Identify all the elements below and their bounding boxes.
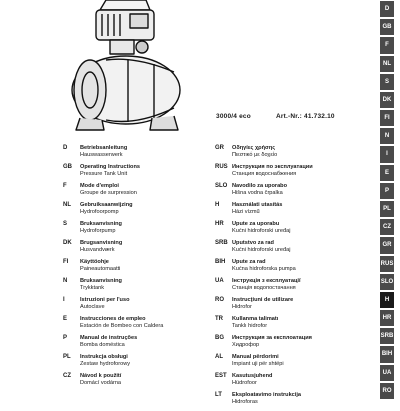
product-name: Paineautomaatti: [80, 266, 121, 272]
language-entry: [215, 164, 347, 183]
language-entry: [63, 183, 213, 202]
language-code: CZ: [63, 373, 71, 379]
product-name: Tanklı hidrofor: [232, 323, 268, 329]
language-code: UA: [215, 278, 224, 284]
manual-title: Οδηγίες χρήσης: [232, 145, 276, 151]
product-name: Πιεστικό με δοχείο: [232, 152, 278, 158]
manual-title: Kasutusjuhend: [232, 373, 273, 379]
product-name: Trykktank: [80, 285, 105, 291]
product-name: Hišna vodna črpalka: [232, 190, 283, 196]
language-entry: [215, 183, 347, 202]
language-code: I: [63, 297, 65, 303]
language-code: PL: [63, 354, 71, 360]
pump-illustration: [66, 0, 186, 132]
language-entry: [63, 259, 213, 278]
language-tab[interactable]: RUS: [380, 256, 394, 272]
language-code: NL: [63, 202, 71, 208]
language-code: GR: [215, 145, 224, 151]
language-tab[interactable]: P: [380, 183, 394, 199]
language-entry: [215, 240, 347, 259]
product-name: Станция водоснабжения: [232, 171, 297, 177]
product-name: Autoclave: [80, 304, 105, 310]
language-code: F: [63, 183, 67, 189]
manual-title: Instrucţiuni de utilizare: [232, 297, 294, 303]
product-name: Husvandværk: [80, 247, 115, 253]
manual-title: Használati utasítás: [232, 202, 283, 208]
language-code: HR: [215, 221, 224, 227]
language-tab[interactable]: GB: [380, 19, 394, 35]
manual-title: Gebruiksaanwijzing: [80, 202, 133, 208]
model-name: 3000/4 eco: [216, 113, 251, 120]
manual-title: Instrukcja obsługi: [80, 354, 128, 360]
language-list-left: [63, 145, 213, 392]
product-name: Domácí vodárna: [80, 380, 122, 386]
language-code: BIH: [215, 259, 226, 265]
language-tab[interactable]: I: [380, 146, 394, 162]
manual-title: Kullanma talimatı: [232, 316, 279, 322]
manual-title: Bruksanvisning: [80, 278, 122, 284]
manual-title: Manual de instruções: [80, 335, 138, 341]
language-tab[interactable]: E: [380, 165, 394, 181]
language-code: DK: [63, 240, 72, 246]
manual-title: Betriebsanleitung: [80, 145, 128, 151]
manual-title: Инструкция по эксплуатации: [232, 164, 313, 170]
product-name: Станція водопостачання: [232, 285, 296, 291]
language-tab-strip: [380, 0, 394, 400]
language-tab[interactable]: DK: [380, 92, 394, 108]
manual-title: Käyttöohje: [80, 259, 109, 265]
language-entry: [215, 392, 347, 411]
language-entry: [215, 221, 347, 240]
language-tab[interactable]: S: [380, 74, 394, 90]
language-code: AL: [215, 354, 223, 360]
manual-title: Istruzioni per l'uso: [80, 297, 130, 303]
language-tab[interactable]: CZ: [380, 219, 394, 235]
product-name: Hauswasserwerk: [80, 152, 123, 158]
language-entry: [63, 373, 213, 392]
manual-title: Navodilo za uporabo: [232, 183, 288, 189]
product-name: Bomba doméstica: [80, 342, 125, 348]
product-name: Pressure Tank Unit: [80, 171, 128, 177]
product-name: Hydroforpump: [80, 228, 116, 234]
language-entry: [215, 202, 347, 221]
product-name: Hydrofoorpomp: [80, 209, 119, 215]
language-entry: [63, 145, 213, 164]
language-code: N: [63, 278, 68, 284]
product-name: Хидрофор: [232, 342, 260, 348]
language-code: BG: [215, 335, 224, 341]
manual-title: Instrucciones de empleo: [80, 316, 146, 322]
product-name: Estación de Bombeo con Caldera: [80, 323, 164, 329]
manual-title: Manual përdorimi: [232, 354, 279, 360]
language-entry: [215, 373, 347, 392]
manual-title: Mode d'emploi: [80, 183, 119, 189]
manual-title: Upute za rad: [232, 259, 266, 265]
language-tab[interactable]: FI: [380, 110, 394, 126]
language-entry: [215, 145, 347, 164]
language-tab[interactable]: BIH: [380, 346, 394, 362]
language-entry: [63, 164, 213, 183]
language-entry: [215, 316, 347, 335]
product-name: Hüdrofoor: [232, 380, 257, 386]
product-name: Zestaw hydroforowy: [80, 361, 131, 367]
language-tab[interactable]: RO: [380, 383, 394, 399]
language-entry: [215, 297, 347, 316]
manual-title: Návod k použití: [80, 373, 122, 379]
manual-title: Eksploatavimo instrukcija: [232, 392, 302, 398]
language-code: LT: [215, 392, 222, 398]
language-entry: [63, 202, 213, 221]
language-code: SRB: [215, 240, 228, 246]
language-tab[interactable]: UA: [380, 365, 394, 381]
language-tab[interactable]: D: [380, 1, 394, 17]
product-name: Groupe de surpression: [80, 190, 137, 196]
language-entry: [215, 335, 347, 354]
manual-title: Інструкція з експлуатації: [232, 278, 301, 284]
language-code: RO: [215, 297, 224, 303]
manual-title: Bruksanvisning: [80, 221, 122, 227]
language-tab[interactable]: GR: [380, 237, 394, 253]
language-tab[interactable]: SRB: [380, 328, 394, 344]
language-tab[interactable]: F: [380, 37, 394, 53]
language-tab[interactable]: PL: [380, 201, 394, 217]
manual-title: Operating Instructions: [80, 164, 140, 170]
language-entry: [63, 354, 213, 373]
language-code: EST: [215, 373, 227, 379]
language-code: P: [63, 335, 68, 341]
manual-title: Upute za uporabu: [232, 221, 280, 227]
language-entry: [215, 354, 347, 373]
product-name: Hidrofor: [232, 304, 252, 310]
language-code: S: [63, 221, 68, 227]
language-code: TR: [215, 316, 223, 322]
language-entry: [215, 278, 347, 297]
language-code: SLO: [215, 183, 228, 189]
manual-title: Инструкция за експлоатация: [232, 335, 312, 341]
language-code: H: [215, 202, 220, 208]
language-tab[interactable]: N: [380, 128, 394, 144]
article-number: Art.-Nr.: 41.732.10: [276, 113, 335, 120]
product-name: Kućna hidroforska pumpa: [232, 266, 296, 272]
product-name: Kućni hidroforski uređaj: [232, 247, 291, 253]
language-entry: [215, 259, 347, 278]
language-tab[interactable]: SLO: [380, 274, 394, 290]
manual-title: Brugsanvisning: [80, 240, 123, 246]
language-tab[interactable]: H: [380, 292, 394, 308]
language-tab[interactable]: NL: [380, 56, 394, 72]
language-entry: [63, 335, 213, 354]
language-code: GB: [63, 164, 72, 170]
language-entry: [63, 316, 213, 335]
language-entry: [63, 221, 213, 240]
language-entry: [63, 297, 213, 316]
language-list-right: [215, 145, 347, 411]
product-name: Kućni hidroforski uređaj: [232, 228, 291, 234]
product-name: Hidroforas: [232, 399, 258, 405]
language-tab[interactable]: HR: [380, 310, 394, 326]
manual-title: Uputstvo za rad: [232, 240, 274, 246]
language-code: RUS: [215, 164, 228, 170]
language-entry: [63, 278, 213, 297]
language-entry: [63, 240, 213, 259]
product-name: Impiant uji për shtëpi: [232, 361, 284, 367]
language-code: FI: [63, 259, 69, 265]
product-name: Házi vízmű: [232, 209, 260, 215]
language-code: E: [63, 316, 68, 322]
language-code: D: [63, 145, 68, 151]
